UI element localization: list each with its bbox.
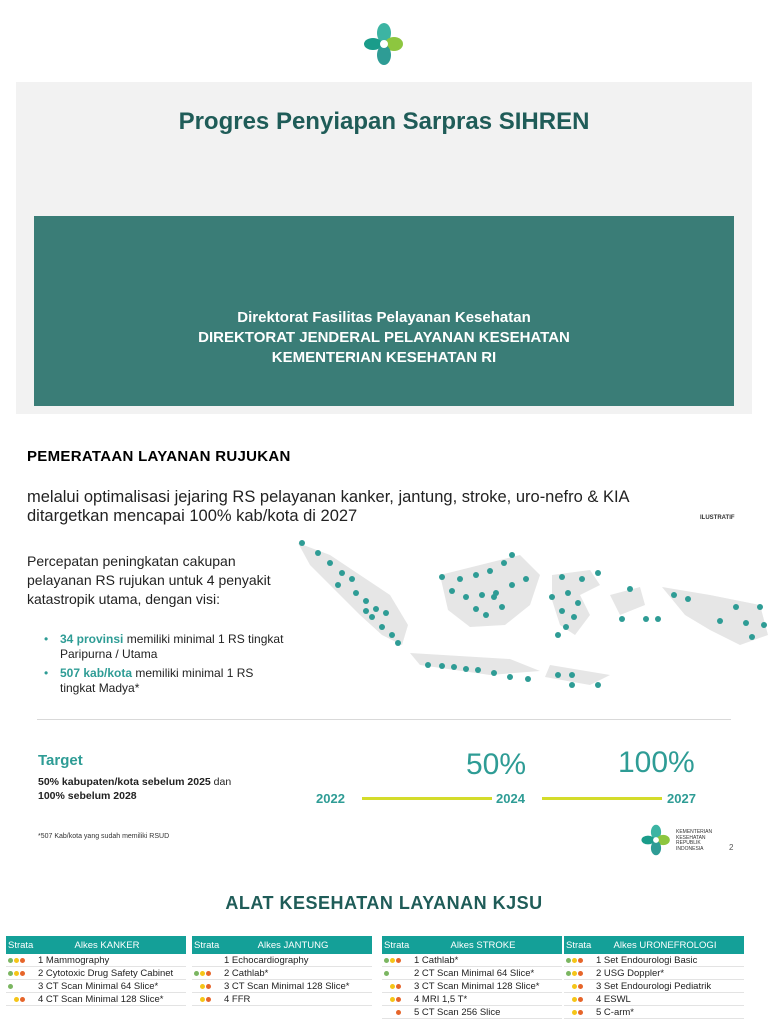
strata-dot-icon <box>384 1010 389 1015</box>
strata-dots <box>564 981 596 989</box>
target-plain: dan <box>210 776 232 788</box>
column-header <box>564 936 744 954</box>
strata-dot-icon <box>578 971 583 976</box>
footnote: *507 Kab/kota yang sudah memiliki RSUD <box>38 833 170 840</box>
strata-dot-icon <box>20 997 25 1002</box>
strata-dots <box>6 955 38 963</box>
strata-dot-icon <box>8 997 13 1002</box>
vision-list <box>44 632 284 700</box>
illustrative-tag: ILUSTRATIF <box>700 515 735 521</box>
strata-label: Strata <box>566 939 592 951</box>
strata-dot-icon <box>206 984 211 989</box>
table-row <box>564 954 744 967</box>
list-item <box>44 632 284 662</box>
table-row <box>564 967 744 980</box>
table-row <box>564 1006 744 1019</box>
strata-dot-icon <box>578 958 583 963</box>
banner-line-1: Direktorat Fasilitas Pelayanan Kesehatan <box>237 309 531 326</box>
alkes-item: 4 MRI 1,5 T* <box>414 994 468 1005</box>
strata-dot-icon <box>200 997 205 1002</box>
strata-dots <box>564 1007 596 1015</box>
table-row <box>6 967 186 980</box>
strata-dot-icon <box>566 1010 571 1015</box>
alkes-item: 4 CT Scan Minimal 128 Slice* <box>38 994 164 1005</box>
alkes-item: 2 USG Doppler* <box>596 968 665 979</box>
strata-dot-icon <box>390 984 395 989</box>
banner-line-2: DIREKTORAT JENDERAL PELAYANAN KESEHATAN <box>198 329 570 346</box>
strata-dot-icon <box>578 984 583 989</box>
strata-dot-icon <box>206 997 211 1002</box>
alkes-item: 1 Mammography <box>38 955 110 966</box>
table-row <box>382 980 562 993</box>
strata-dot-icon <box>572 984 577 989</box>
year-2024: 2024 <box>496 791 525 806</box>
lead-text: Percepatan peningkatan cakupan pelayanan RS rujukan untuk 4 penyakit katastropik utama, dengan visi: <box>27 553 271 607</box>
strata-dot-icon <box>390 1010 395 1015</box>
strata-dots <box>192 994 224 1002</box>
alkes-item: 3 CT Scan Minimal 128 Slice* <box>414 981 540 992</box>
alkes-item: 2 Cathlab* <box>224 968 269 979</box>
page-number: 2 <box>729 843 734 852</box>
alkes-column <box>564 936 744 1019</box>
table-row <box>382 954 562 967</box>
strata-label: Strata <box>384 939 410 951</box>
alkes-item: 1 Echocardiography <box>224 955 309 966</box>
pct-2024: 50% <box>466 748 527 781</box>
alkes-item: 5 C-arm* <box>596 1007 635 1018</box>
strata-dot-icon <box>390 971 395 976</box>
table-row <box>382 967 562 980</box>
bullet-highlight: 507 kab/kota <box>60 666 133 680</box>
strata-dot-icon <box>572 971 577 976</box>
strata-dot-icon <box>8 958 13 963</box>
title-slide <box>16 0 752 414</box>
table-row <box>6 980 186 993</box>
strata-dot-icon <box>384 971 389 976</box>
indonesia-map-illustration <box>290 535 768 695</box>
year-2027: 2027 <box>667 791 696 806</box>
target-bold-2: 100% sebelum 2028 <box>38 790 137 802</box>
section-divider <box>37 719 731 720</box>
year-2022: 2022 <box>316 791 345 806</box>
strata-dot-icon <box>566 958 571 963</box>
timeline-line-1 <box>362 797 492 800</box>
strata-dots <box>192 968 224 976</box>
alkes-item: 2 Cytotoxic Drug Safety Cabinet <box>38 968 174 979</box>
column-header <box>6 936 186 954</box>
alkes-column <box>382 936 562 1019</box>
banner-line-3: KEMENTERIAN KESEHATAN RI <box>271 349 497 366</box>
alkes-column <box>192 936 372 1006</box>
strata-dot-icon <box>200 958 205 963</box>
strata-dot-icon <box>390 997 395 1002</box>
table-row <box>564 980 744 993</box>
table-row <box>382 1006 562 1019</box>
strata-dots <box>382 981 414 989</box>
strata-dots <box>192 981 224 989</box>
strata-dots <box>6 994 38 1002</box>
alkes-item: 2 CT Scan Minimal 64 Slice* <box>414 968 535 979</box>
target-timeline <box>300 740 720 810</box>
table-row <box>564 993 744 1006</box>
strata-dot-icon <box>200 971 205 976</box>
logo-caption: KEMENTERIAN KESEHATAN REPUBLIK INDONESIA <box>676 829 713 852</box>
section-subtitle: melalui optimalisasi jejaring RS pelayanan kanker, jantung, stroke, uro-nefro & KIA ditargetkan mencapai 100% kab/kota di 2027 <box>27 488 629 525</box>
strata-label: Strata <box>8 939 34 951</box>
strata-dot-icon <box>396 971 401 976</box>
pct-2027: 100% <box>618 746 695 779</box>
strata-dot-icon <box>572 997 577 1002</box>
table-row <box>192 980 372 993</box>
table-row <box>6 993 186 1006</box>
strata-dots <box>6 981 38 989</box>
strata-dot-icon <box>194 997 199 1002</box>
alkes-header: Alkes JANTUNG <box>257 939 329 951</box>
strata-dot-icon <box>578 1010 583 1015</box>
table-row <box>382 993 562 1006</box>
alkes-item: 3 Set Endourologi Pediatrik <box>596 981 712 992</box>
strata-dot-icon <box>206 958 211 963</box>
strata-dot-icon <box>14 997 19 1002</box>
alkes-item: 1 Set Endourologi Basic <box>596 955 698 966</box>
timeline-line-2 <box>542 797 662 800</box>
strata-dot-icon <box>8 971 13 976</box>
strata-dots <box>382 994 414 1002</box>
strata-dot-icon <box>396 958 401 963</box>
alkes-header: Alkes STROKE <box>450 939 516 951</box>
strata-dots <box>382 955 414 963</box>
alkes-title: ALAT KESEHATAN LAYANAN KJSU <box>225 893 543 913</box>
target-description <box>38 775 278 803</box>
bullet-icon: • <box>44 666 49 680</box>
strata-dots <box>564 955 596 963</box>
table-row <box>192 967 372 980</box>
target-bold-1: 50% kabupaten/kota sebelum 2025 <box>38 776 211 788</box>
strata-dot-icon <box>566 997 571 1002</box>
alkes-item: 3 CT Scan Minimal 64 Slice* <box>38 981 159 992</box>
strata-dots <box>564 994 596 1002</box>
alkes-item: 1 Cathlab* <box>414 955 459 966</box>
strata-dot-icon <box>194 984 199 989</box>
kemenkes-logo-icon <box>364 22 404 66</box>
strata-dots <box>382 968 414 976</box>
alkes-item: 4 FFR <box>224 994 251 1005</box>
section-heading: PEMERATAAN LAYANAN RUJUKAN <box>27 448 291 465</box>
directorate-banner <box>34 216 734 406</box>
alkes-header: Alkes URONEFROLOGI <box>613 939 717 951</box>
strata-dot-icon <box>206 971 211 976</box>
strata-dots <box>192 955 224 963</box>
alkes-item: 3 CT Scan Minimal 128 Slice* <box>224 981 350 992</box>
strata-dot-icon <box>396 1010 401 1015</box>
strata-dots <box>382 1007 414 1015</box>
column-header <box>382 936 562 954</box>
strata-dot-icon <box>8 984 13 989</box>
strata-dot-icon <box>194 958 199 963</box>
strata-dot-icon <box>14 984 19 989</box>
strata-dot-icon <box>572 958 577 963</box>
bullet-icon: • <box>44 632 49 646</box>
alkes-item: 4 ESWL <box>596 994 631 1005</box>
strata-dot-icon <box>572 1010 577 1015</box>
alkes-item: 5 CT Scan 256 Slice <box>414 1007 501 1018</box>
strata-dots <box>564 968 596 976</box>
alkes-column <box>6 936 186 1006</box>
strata-dot-icon <box>14 971 19 976</box>
strata-dot-icon <box>384 997 389 1002</box>
strata-dot-icon <box>384 984 389 989</box>
kemenkes-logo-icon <box>640 824 672 856</box>
bullet-highlight: 34 provinsi <box>60 632 124 646</box>
alkes-header: Alkes KANKER <box>74 939 140 951</box>
strata-dot-icon <box>390 958 395 963</box>
table-row <box>6 954 186 967</box>
strata-dot-icon <box>566 971 571 976</box>
strata-dot-icon <box>14 958 19 963</box>
strata-label: Strata <box>194 939 220 951</box>
strata-dot-icon <box>396 984 401 989</box>
strata-dot-icon <box>566 984 571 989</box>
bullet-text: memiliki minimal 1 RS tingkat Paripurna / Utama <box>60 632 284 661</box>
table-row <box>192 954 372 967</box>
strata-dot-icon <box>194 971 199 976</box>
strata-dot-icon <box>20 984 25 989</box>
logo-bar <box>16 0 752 82</box>
strata-dot-icon <box>396 997 401 1002</box>
strata-dots <box>6 968 38 976</box>
strata-dot-icon <box>200 984 205 989</box>
table-row <box>192 993 372 1006</box>
strata-dot-icon <box>384 958 389 963</box>
column-header <box>192 936 372 954</box>
strata-dot-icon <box>578 997 583 1002</box>
bullet-text: memiliki minimal 1 RS tingkat Madya* <box>60 666 254 695</box>
strata-dot-icon <box>20 971 25 976</box>
strata-dot-icon <box>20 958 25 963</box>
slide-title: Progres Penyiapan Sarpras SIHREN <box>178 108 590 135</box>
list-item <box>44 666 284 696</box>
target-label: Target <box>38 752 83 769</box>
